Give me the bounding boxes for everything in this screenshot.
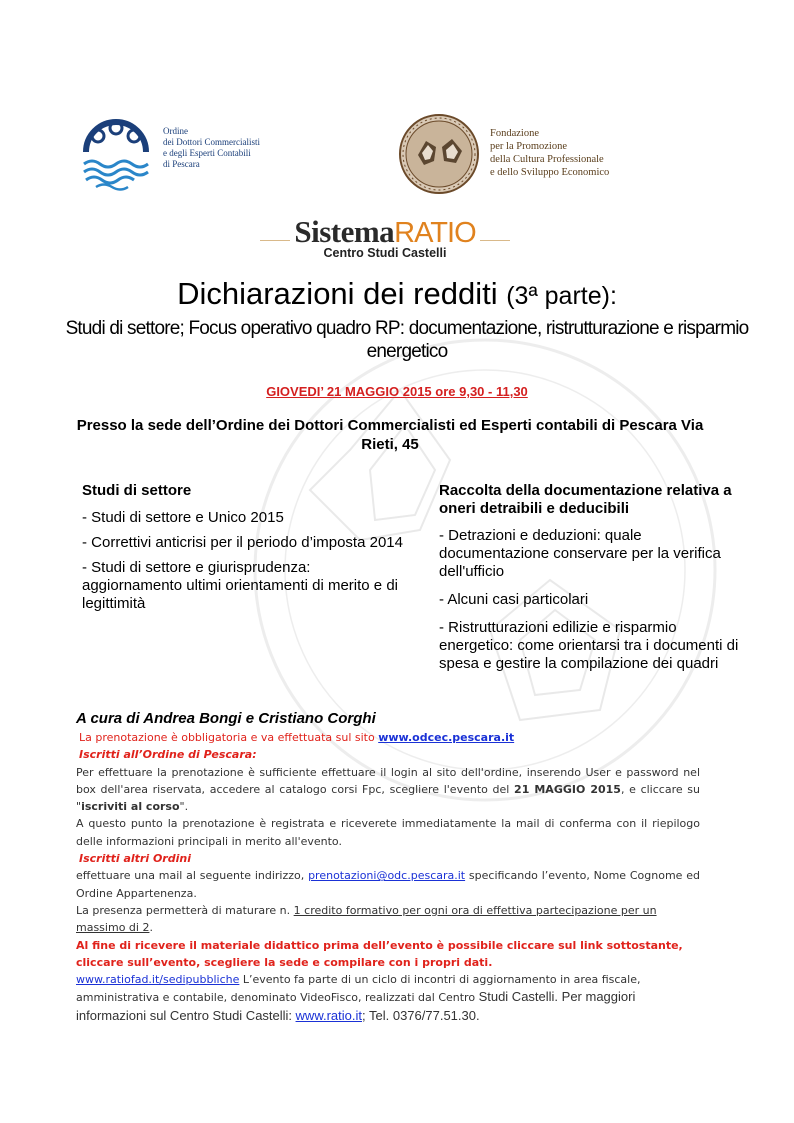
authors: A cura di Andrea Bongi e Cristiano Corghi [76,710,376,727]
title-part: (3ª parte): [506,282,617,310]
org2-line: per la Promozione [490,141,567,152]
pescara-heading: Iscritti all’Ordine di Pescara: [79,748,257,762]
org1-line: di Pescara [163,159,200,169]
org2-line: della Cultura Professionale [490,154,604,165]
program-item: - Studi di settore e giurisprudenza: aggiornamento ultimi orientamenti di merito e di legittimità [82,559,398,612]
program-left-column [82,482,407,620]
sistema-ratio-logo [260,216,510,264]
org1-line: Ordine [163,126,188,136]
fondazione-seal-icon [398,113,480,195]
event-title [0,276,794,314]
odcec-pescara-logo [76,112,286,192]
credits-underlined: 1 credito formativo per ogni ora di effettiva partecipazione per un massimo di 2 [76,903,657,935]
pescara-date: 21 MAGGIO 2015 [514,782,621,796]
confirm-text: A questo punto la prenotazione è registrata e riceverete immediatamente la mail di conferma con il riepilogo delle informazioni principali in merito all'evento. [76,817,700,848]
publications-link[interactable]: www.ratiofad.it/sedipubbliche [76,973,240,987]
pescara-text: ". [179,800,189,814]
pescara-action: iscriviti al corso [81,800,180,814]
pescara-text: Per effettuare la prenotazione è sufficiente effettuare il login al sito dell'ordine, inserendo User e password nel box dell'area riservata, accedere al catalogo corsi Fpc, scegliere l'evento del [76,765,700,796]
title-main: Dichiarazioni dei redditi [177,276,498,311]
booking-email-link[interactable]: prenotazioni@odc.pescara.it [308,869,466,883]
program-right-column [439,482,744,683]
program-item: - Studi di settore e Unico 2015 [82,509,284,526]
credits-text: La presenza permetterà di maturare n. [76,903,291,917]
event-venue: Presso la sede dell’Ordine dei Dottori Commercialisti ed Esperti contabili di Pescara Via Rieti, 45 [76,417,704,453]
program-item: - Alcuni casi particolari [439,591,589,608]
pescara-text: , e cliccare su " [76,782,700,814]
org2-line: Fondazione [490,128,539,139]
program-item: - Detrazioni e deduzioni: quale documentazione conservare per la verifica dell'ufficio [439,527,721,580]
material-notice: Al fine di ricevere il materiale didattico prima dell’evento è possibile cliccare sul link sottostante, cliccare sull’evento, scegliere la sede e compilare con i propri dati. [76,938,683,969]
logo-rule [260,240,290,241]
event-date: GIOVEDI’ 21 MAGGIO 2015 ore 9,30 - 11,30 [266,384,528,399]
credits-end: . [149,921,153,935]
org1-line: e degli Esperti Contabili [163,148,251,158]
org1-line: dei Dottori Commercialisti [163,137,260,147]
booking-intro: La prenotazione è obbligatoria e va effettuata sul sito [79,731,375,744]
ratio-subtitle: Centro Studi Castelli [323,246,447,260]
booking-section [76,729,700,1025]
odcec-emblem-icon [76,112,156,192]
brand-sistema: Sistema [294,214,395,249]
others-text: effettuare una mail al seguente indirizzo, [76,869,305,883]
others-text: specificando l’evento, Nome Cognome ed Ordine Appartenenza. [76,869,700,900]
fondazione-logo [398,113,658,195]
brand-ratio: RATIO [394,217,476,249]
program-left-heading: Studi di settore [82,482,192,499]
org2-line: e dello Sviluppo Economico [490,167,610,178]
ratio-brand [260,216,510,249]
cycle-text-2: Studi Castelli. Per maggiori informazioni sul Centro Studi Castelli: [76,989,636,1023]
ratio-site-link[interactable]: www.ratio.it [295,1007,363,1023]
cycle-text: L’evento fa parte di un ciclo di incontri di aggiornamento in area fiscale, amministrativa e contabile, denominato VideoFisco, realizzati dal Centro [76,973,641,1005]
event-subtitle: Studi di settore; Focus operativo quadro RP: documentazione, ristrutturazione e risparmio energetico [65,318,749,362]
phone: ; Tel. 0376/77.51.30. [362,1007,480,1023]
logo-rule [480,240,510,241]
program-item: - Ristrutturazioni edilizie e risparmio energetico: come orientarsi tra i documenti di spesa e gestire la compilazione dei quadri [439,619,739,672]
program-item: - Correttivi anticrisi per il periodo d’imposta 2014 [82,534,403,551]
others-heading: Iscritti altri Ordini [79,852,191,866]
odcec-site-link[interactable]: www.odcec.pescara.it [378,731,515,744]
program-right-heading: Raccolta della documentazione relativa a oneri detraibili e deducibili [439,482,732,517]
